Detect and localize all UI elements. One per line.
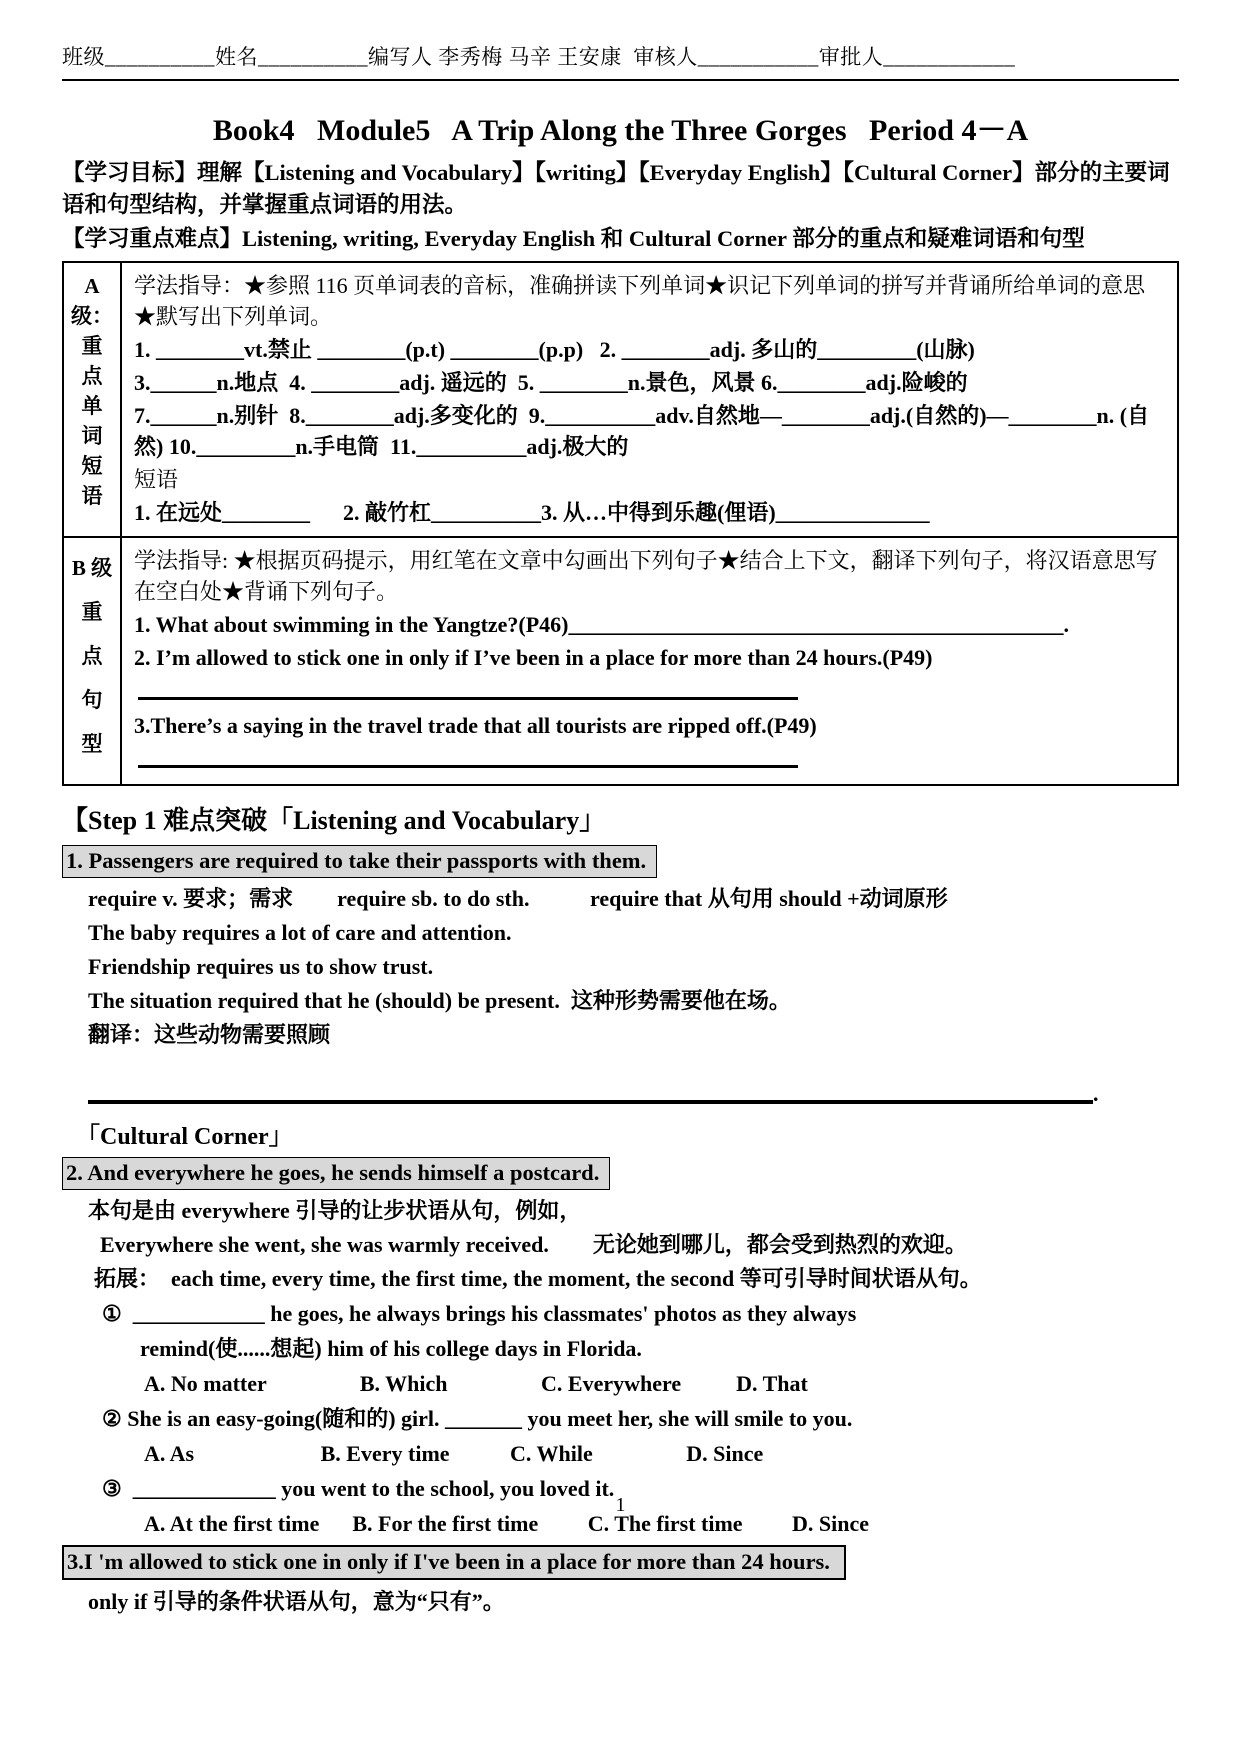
label-char: 语 (81, 484, 103, 508)
page-title: Book4 Module5 A Trip Along the Three Gorges Period 4－A (212, 114, 1029, 147)
key-points: 【学习重点难点】Listening, writing, Everyday English 和 Cultural Corner 部分的重点和疑难词语和句型 (62, 226, 1085, 251)
highlight-sentence-1: 1. Passengers are required to take their passports with them. (62, 845, 657, 878)
blank-rule (138, 745, 1165, 768)
require-usage-line: require v. 要求；需求 require sb. to do sth. require that 从句用 should +动词原形 (88, 886, 948, 911)
only-if-note: only if 引导的条件状语从句，意为“只有”。 (88, 1589, 505, 1614)
study-guide-table (62, 261, 1179, 786)
label-char: 型 (81, 732, 103, 756)
period-mark: . (1093, 1081, 1099, 1106)
clause-explanation: 本句是由 everywhere 引导的让步状语从句，例如， (88, 1198, 582, 1223)
word-item: 7.______n.别针 8.________adj.多变化的 9.__________adv.自然地—________adj.(自然的)—________n. (自然) 10._________n.手电筒 11.__________adj.极大的 (134, 403, 1150, 459)
question-2-options: A. As B. Every time C. While D. Since (144, 1441, 764, 1466)
phrase-item: 1. 在远处________ 2. 敲竹杠__________3. 从…中得到乐趣(俚语)______________ (134, 500, 930, 525)
fill-in-line (138, 745, 798, 768)
label-char: 级： (71, 304, 113, 328)
label-char: 单 (81, 394, 103, 418)
step1-heading: 【Step 1 难点突破「Listening and Vocabulary」 (62, 806, 606, 835)
label-char: A (84, 274, 100, 298)
extension-note: 拓展： each time, every time, the first time, the moment, the second 等可引导时间状语从句。 (94, 1266, 982, 1291)
table-row-b (63, 537, 1178, 785)
example-sentence: The situation required that he (should) be present. 这种形势需要他在场。 (88, 988, 791, 1013)
label-char: 句 (81, 688, 103, 712)
section-b-label (63, 537, 121, 785)
blank-rule (138, 677, 1165, 700)
fill-in-line (88, 1080, 1093, 1104)
learning-objectives: 【学习目标】理解【Listening and Vocabulary】【writing】【Everyday English】【Cultural Corner】部分的主要词语和句型结构，并掌握重点词语的用法。 (62, 160, 1170, 217)
question-3: ③ _____________ you went to the school, you loved it. (102, 1476, 615, 1501)
cultural-corner-heading: 「Cultural Corner」 (76, 1124, 293, 1150)
question-1-options: A. No matter B. Which C. Everywhere D. That (144, 1371, 808, 1396)
example-sentence: Everywhere she went, she was warmly received. 无论她到哪儿，都会受到热烈的欢迎。 (100, 1232, 967, 1257)
label-char: 重 (81, 600, 103, 624)
fill-in-line (138, 677, 798, 700)
key-sentence-3: 3.There’s a saying in the travel trade that all tourists are ripped off.(P49) (134, 713, 817, 738)
phrase-subheading: 短语 (134, 467, 179, 492)
question-3-options: A. At the first time B. For the first time C. The first time D. Since (144, 1511, 870, 1536)
label-char: B 级 (71, 556, 113, 580)
section-a-label (63, 262, 121, 537)
question-2: ② She is an easy-going(随和的) girl. _______ you meet her, she will smile to you. (102, 1406, 853, 1431)
word-item: 1. ________vt.禁止 ________(p.t) ________(p.p) 2. ________adj. 多山的_________(山脉) (134, 337, 975, 362)
translate-prompt: 翻译：这些动物需要照顾 (88, 1022, 331, 1047)
example-sentence: Friendship requires us to show trust. (88, 954, 434, 979)
example-sentence: The baby requires a lot of care and attention. (88, 920, 512, 945)
key-sentence-1: 1. What about swimming in the Yangtze?(P46)_____________________________________________. (134, 612, 1070, 637)
question-1: ① ____________ he goes, he always brings his classmates' photos as they always (102, 1301, 857, 1326)
label-char: 词 (81, 424, 103, 448)
label-char: 短 (81, 454, 103, 478)
label-char: 点 (81, 644, 103, 668)
blank-rule (88, 1080, 1179, 1104)
section-a-content (121, 262, 1178, 537)
table-row-a (63, 262, 1178, 537)
label-char: 点 (81, 364, 103, 388)
highlight-sentence-2: 2. And everywhere he goes, he sends himself a postcard. (62, 1157, 610, 1190)
study-method-guide-b: 学法指导: ★根据页码提示，用红笔在文章中勾画出下列句子★结合上下文，翻译下列句子，将汉语意思写在空白处★背诵下列句子。 (134, 548, 1158, 604)
section-b-content (121, 537, 1178, 785)
page-number: 1 (615, 1494, 626, 1516)
highlight-sentence-3: 3.I 'm allowed to stick one in only if I've been in a place for more than 24 hours. (62, 1545, 846, 1580)
word-item: 3.______n.地点 4. ________adj. 遥远的 5. ________n.景色，风景 6.________adj.险峻的 (134, 370, 968, 395)
label-char: 重 (81, 334, 103, 358)
study-method-guide-a: 学法指导：★参照 116 页单词表的音标，准确拼读下列单词★识记下列单词的拼写并背诵所给单词的意思★默写出下列单词。 (134, 273, 1146, 329)
question-1-continued: remind(使......想起) him of his college days in Florida. (140, 1336, 642, 1361)
header-line: 班级__________姓名__________编写人 李秀梅 马辛 王安康 审核人___________审批人____________ (62, 44, 1179, 81)
key-sentence-2: 2. I’m allowed to stick one in only if I’ve been in a place for more than 24 hours.(P49) (134, 645, 933, 670)
